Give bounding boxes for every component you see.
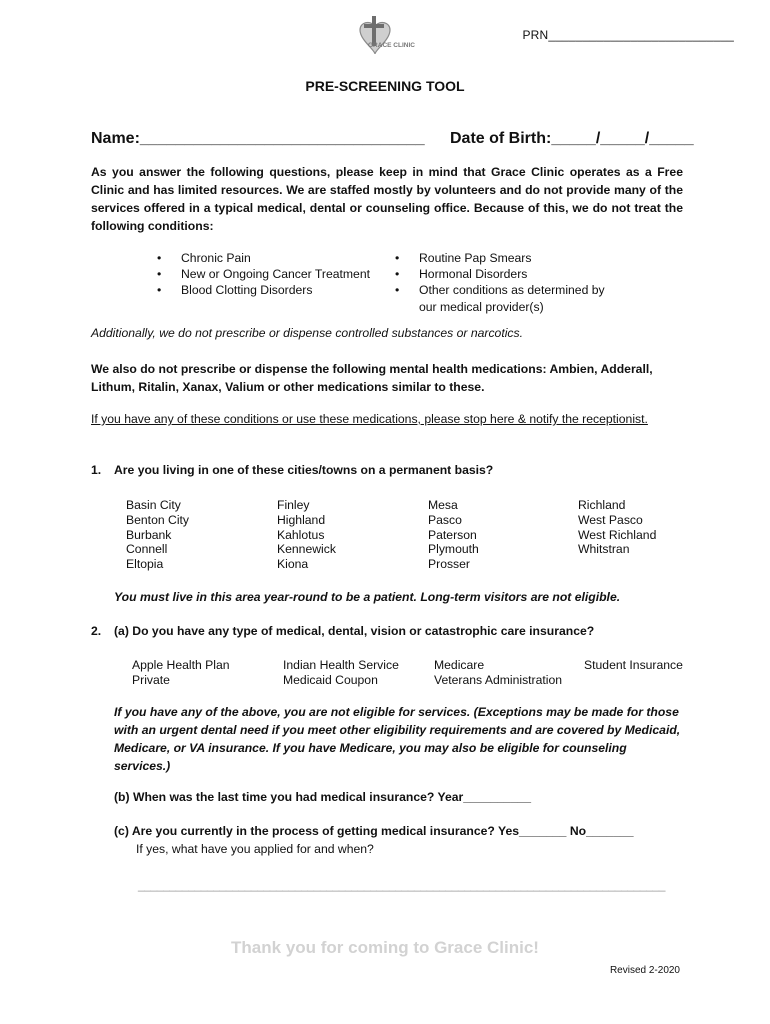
question-2c-subtext: If yes, what have you applied for and when? — [136, 842, 374, 856]
logo-text: GRACE CLINIC — [368, 42, 415, 49]
insurance-column-4 — [584, 658, 683, 673]
city-column-3 — [428, 498, 479, 572]
city-item: Finley — [277, 498, 310, 512]
condition-item: • Blood Clotting Disorders — [157, 282, 387, 298]
revision-date: Revised 2-2020 — [609, 965, 680, 976]
name-field: Name:________________________________ — [91, 130, 425, 147]
city-item: West Pasco — [578, 512, 643, 527]
insurance-item: Veterans Administration — [434, 672, 563, 687]
city-item: West Richland — [578, 527, 657, 542]
city-item: Paterson — [428, 527, 477, 542]
conditions-list-left — [157, 250, 387, 299]
insurance-item: Medicaid Coupon — [283, 672, 378, 687]
city-item: Benton City — [126, 512, 190, 527]
question-2-number: 2. — [91, 624, 102, 638]
city-item: Plymouth — [428, 542, 479, 557]
eligibility-note: If you have any of the above, you are not eligible for services. (Exceptions may be made for those with an urgent dental need if you meet other eligibility requirements and are covered by Medicaid, Medicare, or VA insurance. If you have Medicare, you may also be eligible for counseling services.) — [114, 705, 681, 773]
city-item: Kahlotus — [277, 527, 325, 542]
city-item: Burbank — [126, 527, 172, 542]
condition-item: • Hormonal Disorders — [395, 266, 625, 282]
city-item: Connell — [126, 542, 168, 557]
city-item: Eltopia — [126, 557, 164, 572]
city-item: Basin City — [126, 498, 181, 512]
insurance-item: Private — [132, 672, 170, 687]
grace-clinic-logo — [348, 14, 422, 64]
city-item: Kennewick — [277, 542, 336, 557]
question-2c-text: (c) Are you currently in the process of getting medical insurance? Yes_______ No_______ — [114, 824, 634, 838]
insurance-item: Apple Health Plan — [132, 658, 230, 672]
city-item: Whitstran — [578, 542, 630, 557]
insurance-item: Student Insurance — [584, 658, 683, 672]
city-item: Pasco — [428, 512, 462, 527]
city-column-1 — [126, 498, 189, 572]
question-2a-text: (a) Do you have any type of medical, dental, vision or catastrophic care insurance? — [114, 624, 595, 638]
insurance-column-2 — [283, 658, 399, 688]
page-title: PRE-SCREENING TOOL — [305, 78, 465, 94]
city-column-2 — [277, 498, 336, 572]
city-item: Richland — [578, 498, 626, 512]
insurance-item: Indian Health Service — [283, 658, 399, 672]
answer-line: ____________________________________________________________________________________ — [138, 878, 666, 892]
residency-note: You must live in this area year-round to be a patient. Long-term visitors are not eligible. — [114, 590, 621, 604]
insurance-column-1 — [132, 658, 230, 688]
insurance-item: Medicare — [434, 658, 485, 672]
city-column-4 — [578, 498, 656, 557]
city-item: Highland — [277, 512, 326, 527]
conditions-list-right — [395, 250, 625, 315]
prn-field: PRN___________________________ — [522, 28, 734, 42]
mental-health-note: We also do not prescribe or dispense the following mental health medications: Ambien, Adderall, Lithum, Ritalin, Xanax, Valium or other medications similar to these. — [91, 362, 653, 394]
condition-item: • New or Ongoing Cancer Treatment — [157, 266, 387, 282]
question-2b-text: (b) When was the last time you had medical insurance? Year__________ — [114, 790, 532, 804]
city-item: Mesa — [428, 498, 458, 512]
condition-item: • Chronic Pain — [157, 250, 387, 266]
intro-paragraph: As you answer the following questions, please keep in mind that Grace Clinic operates as a Free Clinic and has limited resources. We are staffed mostly by volunteers and do not provide many of the services offered in a typical medical, dental or counseling office. Because of this, we do not treat the following conditions: — [91, 165, 683, 233]
question-1-text: Are you living in one of these cities/towns on a permanent basis? — [114, 463, 494, 477]
insurance-column-3 — [434, 658, 562, 688]
city-item: Prosser — [428, 557, 470, 572]
question-1-number: 1. — [91, 463, 102, 477]
condition-item: • Other conditions as determined by our medical provider(s) — [395, 282, 625, 314]
stop-notice: If you have any of these conditions or use these medications, please stop here & notify the receptionist. — [91, 412, 648, 426]
city-item: Kiona — [277, 557, 309, 572]
condition-item: • Routine Pap Smears — [395, 250, 625, 266]
thank-you-footer: Thank you for coming to Grace Clinic! — [231, 938, 539, 957]
date-of-birth-field: Date of Birth:_____/_____/_____ — [450, 130, 694, 147]
controlled-substances-note: Additionally, we do not prescribe or dispense controlled substances or narcotics. — [91, 326, 523, 340]
